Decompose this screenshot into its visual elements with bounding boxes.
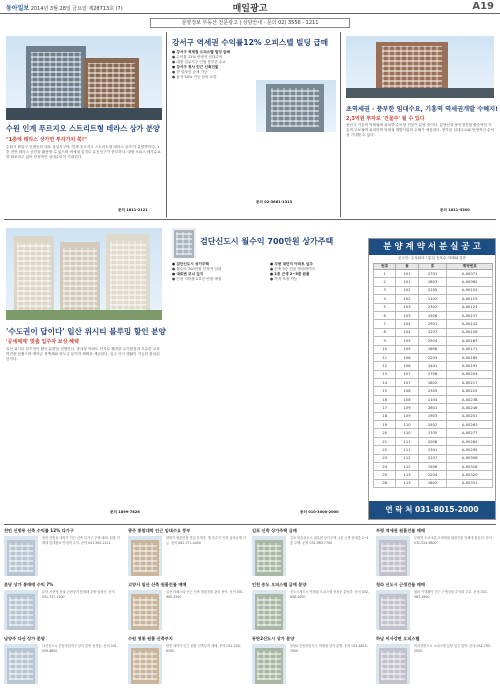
- listing-title: 동탄2신도시 상가 분양: [252, 636, 295, 641]
- table-cell: 8: [374, 328, 396, 336]
- table-cell: 1301: [418, 446, 447, 454]
- table-row: [374, 278, 493, 286]
- list-item: ● 주변 대단지 아파트 입주: [270, 262, 313, 266]
- column-header: 동: [396, 264, 418, 270]
- table-row: [374, 479, 493, 487]
- table-cell: 101: [396, 278, 418, 286]
- table-row: [374, 387, 493, 395]
- table-cell: 1: [374, 270, 396, 278]
- table-row: [374, 454, 493, 462]
- table-cell: 105: [396, 345, 418, 353]
- listing-text: 일산 라페스타 인근 신축 원룸건물 관리 용이. 문의 031-905-3200: [166, 590, 244, 599]
- listing-title: 고양시 일산 신축 원룸건물 매매: [128, 582, 187, 587]
- article-kicker: "1층에 테라스 상가면 투자가치 쑥!": [6, 137, 87, 143]
- list-item: ● 현 임차인 승계 가능: [172, 70, 208, 75]
- newspaper-name: 동아일보: [6, 5, 30, 12]
- building-photo: [172, 228, 196, 258]
- listing-text: 부평역 도보 5분 초역세권 원룸건물 전세대 풀옵션. 문의 032-524-6600: [414, 536, 492, 545]
- listing-title: 광주 통합대학 인근 임대수요 풍부: [128, 528, 191, 533]
- building-photo: [6, 36, 162, 120]
- table-row: [374, 353, 493, 361]
- table-cell: A-00115: [447, 295, 493, 303]
- table-cell: 1802: [418, 479, 447, 487]
- table-cell: 112: [396, 454, 418, 462]
- table-cell: 19: [374, 421, 396, 429]
- table-cell: A-00163: [447, 337, 493, 345]
- page-header: [0, 0, 500, 14]
- table-cell: 2504: [418, 337, 447, 345]
- article-title: 수원 인계 푸르지오 스트리트형 테라스 상가 분양: [6, 124, 160, 133]
- list-item: ● 융자 50% 가능 문의 요망: [172, 75, 217, 80]
- table-cell: A-00331: [447, 479, 493, 487]
- table-cell: 20: [374, 429, 396, 437]
- table-cell: 2901: [418, 320, 447, 328]
- table-cell: 104: [396, 328, 418, 336]
- table-cell: 109: [396, 412, 418, 420]
- listing-photo: [376, 644, 410, 684]
- list-item: ● 가격 조정 가능: [270, 277, 298, 282]
- table-cell: 22: [374, 446, 396, 454]
- table-cell: 3: [374, 286, 396, 294]
- table-cell: 109: [396, 404, 418, 412]
- table-cell: A-00295: [447, 446, 493, 454]
- table-row: [374, 446, 493, 454]
- table-cell: 1104: [418, 395, 447, 403]
- building-photo: [346, 36, 494, 98]
- table-cell: 1506: [418, 311, 447, 319]
- page-number: A19: [472, 1, 494, 12]
- table-cell: 2305: [418, 387, 447, 395]
- table-row: [374, 370, 493, 378]
- listing-text: 청라 커낼웨이 인근 근생건물 수익률 우수. 문의 032-563-1900: [414, 590, 488, 599]
- article-title: 강서구 역세권 수익률12% 오피스텔 빌딩 급매: [172, 38, 329, 47]
- table-cell: 1506: [418, 462, 447, 470]
- contact-phone: 문의 010-3000-2000: [300, 510, 339, 514]
- table-cell: 2701: [418, 270, 447, 278]
- table-row: [374, 412, 493, 420]
- table-cell: A-00082: [447, 278, 493, 286]
- table-cell: A-00171: [447, 345, 493, 353]
- listing-text: 송도국제도시 역세권 오피스텔 선착순 분양중. 문의 032-858-4000: [290, 590, 369, 599]
- feature-list: [172, 50, 252, 210]
- list-item: ● 1층 근생 2~5층 원룸: [270, 272, 310, 277]
- table-cell: 103: [396, 303, 418, 311]
- table-cell: A-00156: [447, 328, 493, 336]
- table-cell: 14: [374, 379, 396, 387]
- lost-contract-notice: [368, 238, 496, 520]
- listing-photo: [128, 590, 162, 630]
- table-cell: 1802: [418, 379, 447, 387]
- contact-phone: 문의 02-3661-1313: [256, 200, 293, 204]
- table-cell: 1705: [418, 429, 447, 437]
- list-item: ● 강서구 역세권 오피스텔 빌딩 급매: [172, 50, 230, 54]
- table-cell: A-00320: [447, 471, 493, 479]
- column-rule: [340, 32, 341, 217]
- table-row: [374, 345, 493, 353]
- contract-table: [373, 263, 493, 488]
- table-cell: 111: [396, 437, 418, 445]
- table-cell: 2: [374, 278, 396, 286]
- table-cell: 12: [374, 362, 396, 370]
- table-cell: 17: [374, 404, 396, 412]
- listing-photo: [252, 536, 286, 576]
- listing-title: 하남 미사강변 오피스텔: [376, 636, 420, 641]
- listing-text: 천안 신방동 대학가 인근 신축 다가구 주택 매매. 원룸 전세대 임대완료 안정적 수익. 문의 041-563-2211: [42, 536, 120, 545]
- section-title: 매일광고: [232, 4, 268, 14]
- list-item: ● 강서구 청사 인근 신축건물: [172, 65, 219, 70]
- column-rule: [166, 32, 167, 217]
- header-date: 2014년 3월 28일 금요일: [30, 6, 87, 12]
- table-cell: A-00318: [447, 462, 493, 470]
- listing-photo: [252, 644, 286, 684]
- table-cell: A-00103: [447, 286, 493, 294]
- article-kicker: '공세체계' 맞춤 입주자 보상 혜택: [6, 339, 79, 345]
- article-body: 일산 위시티 블루밍이 할인 분양을 진행한다. 중대형 아파트 단지로 쾌적한 주거환경과 우수한 교육여건을 갖췄으며 계약금 정액제와 중도금 무이자 혜택을 제공한다. 입주 즉시 생활이 가능한 완성된 단지다.: [6, 347, 160, 362]
- table-cell: 2302: [418, 303, 447, 311]
- section-rule: [4, 219, 496, 220]
- table-cell: 106: [396, 362, 418, 370]
- table-cell: 1803: [418, 278, 447, 286]
- table-cell: A-00225: [447, 387, 493, 395]
- listing-photo: [376, 536, 410, 576]
- contact-phone: 문의 1811-2121: [118, 208, 148, 212]
- table-cell: 23: [374, 454, 396, 462]
- article-title: 초역세권 · 풍부한 임대수요, 기흥역 역세권개발 수혜지!: [346, 106, 498, 113]
- table-cell: A-00277: [447, 429, 493, 437]
- listing-title: 천안 신방동 신축 수익률 12% 다가구: [4, 528, 74, 533]
- listing-title: 수원 영통 원룸 신축부지: [128, 636, 173, 641]
- article-title: 검단신도시 월수익 700만원 상가주택: [200, 237, 334, 246]
- table-row: [374, 429, 493, 437]
- table-row: [374, 270, 493, 278]
- listing-photo: [4, 590, 38, 630]
- table-row: [374, 471, 493, 479]
- table-cell: 110: [396, 429, 418, 437]
- table-cell: 102: [396, 286, 418, 294]
- listing-title: 분당 상가 통매매 수익 7%: [4, 582, 54, 587]
- table-cell: A-00306: [447, 454, 493, 462]
- listing-text: 영통 대학가 인근 원룸 신축부지 매매. 문의 031-204-6300: [166, 644, 241, 653]
- table-cell: 13: [374, 370, 396, 378]
- listing-text: 분당 서현역 상권 근린상가 통매매 우량 임차인. 문의 031-707-1500: [42, 590, 115, 599]
- table-cell: 2601: [418, 404, 447, 412]
- table-cell: 111: [396, 446, 418, 454]
- list-item: ● 월수익 700만원 안정적 임대: [172, 267, 222, 272]
- table-cell: 108: [396, 395, 418, 403]
- table-cell: A-00204: [447, 370, 493, 378]
- section-rule: [4, 524, 496, 525]
- table-cell: 6: [374, 311, 396, 319]
- list-item: ● 수익률 12% 안정적 임대수익: [172, 55, 223, 60]
- article-kicker: 2,3억원 투자로 '건물주' 될 수 있다: [346, 116, 425, 122]
- feature-list: [172, 262, 266, 512]
- table-cell: 10: [374, 345, 396, 353]
- ad-banner: 분양정보 부동산 전문광고 | 상담안내 · 문의 02) 3556 - 1211: [150, 18, 350, 28]
- listing-text: 김포 한강신도시 대로변 상가주택. 1층 근생 임대중 2~4층 주택. 문의 031-983-7700: [290, 536, 369, 545]
- table-cell: 101: [396, 270, 418, 278]
- listing-title: 인천 송도 오피스텔 급매 분양: [252, 582, 307, 587]
- table-cell: 21: [374, 437, 396, 445]
- list-item: ● 대형 업무지구 인접 풍부한 수요: [172, 60, 226, 65]
- table-cell: 108: [396, 387, 418, 395]
- table-cell: 16: [374, 395, 396, 403]
- table-cell: 1903: [418, 412, 447, 420]
- contact-phone: 문의 1899-7826: [110, 510, 140, 514]
- table-cell: 5: [374, 303, 396, 311]
- list-item: ● 대로변 코너 입지: [172, 272, 204, 277]
- table-row: [374, 362, 493, 370]
- notice-subtitle: 공고인: 주식회사 / 분실 동호수 아래와 같음: [397, 256, 467, 260]
- listing-photo: [4, 644, 38, 684]
- table-cell: 2203: [418, 353, 447, 361]
- table-cell: 104: [396, 320, 418, 328]
- table-cell: 2008: [418, 437, 447, 445]
- table-cell: A-00071: [447, 270, 493, 278]
- table-cell: 110: [396, 421, 418, 429]
- listing-photo: [4, 536, 38, 576]
- table-cell: A-00137: [447, 311, 493, 319]
- building-photo: [256, 80, 336, 132]
- table-cell: 18: [374, 412, 396, 420]
- table-cell: 112: [396, 462, 418, 470]
- table-cell: 2402: [418, 421, 447, 429]
- listing-photo: [128, 644, 162, 684]
- table-cell: 9: [374, 337, 396, 345]
- table-cell: 106: [396, 353, 418, 361]
- column-header: 계약번호: [447, 264, 493, 270]
- table-row: [374, 395, 493, 403]
- table-cell: 105: [396, 337, 418, 345]
- table-row: [374, 437, 493, 445]
- table-cell: 113: [396, 471, 418, 479]
- listing-text: 대학가 원룸건물 만실 운영중. 월 순수익 안정 융자승계 가능. 문의 062-371-4400: [166, 536, 246, 545]
- table-row: [374, 328, 493, 336]
- table-cell: 102: [396, 295, 418, 303]
- listing-text: 다산신도시 중심상업지구 상가 분양 선착순. 문의 031-559-8800: [42, 644, 118, 653]
- column-header: 번호: [374, 264, 396, 270]
- table-cell: 1207: [418, 328, 447, 336]
- table-cell: 113: [396, 479, 418, 487]
- notice-phone: 연 락 처 031-8015-2000: [369, 501, 495, 519]
- column-header: 호: [418, 264, 447, 270]
- feature-list: [270, 262, 364, 512]
- table-cell: 107: [396, 379, 418, 387]
- listing-title: 부평 역세권 원룸건물 매매: [376, 528, 425, 533]
- table-cell: A-00238: [447, 395, 493, 403]
- listing-title: 청라 신도시 근생건물 매매: [376, 582, 425, 587]
- table-cell: 2204: [418, 471, 447, 479]
- table-cell: 7: [374, 320, 396, 328]
- listing-text: 동탄2 중심상업지구 역세권 상가 분양. 문의 031-8015-7000: [290, 644, 368, 653]
- table-cell: 1608: [418, 345, 447, 353]
- table-cell: 1401: [418, 362, 447, 370]
- table-cell: 1102: [418, 295, 447, 303]
- contact-phone: 문의 1811-5500: [440, 208, 470, 212]
- listing-text: 미사강변도시 오피스텔 분양 입주 임박. 문의 031-793-2500: [414, 644, 491, 653]
- table-row: [374, 462, 493, 470]
- table-row: [374, 421, 493, 429]
- list-item: ● 신축 5층 건물 엘리베이터: [270, 267, 315, 272]
- table-row: [374, 379, 493, 387]
- table-row: [374, 337, 493, 345]
- table-cell: A-00185: [447, 353, 493, 361]
- table-cell: A-00251: [447, 412, 493, 420]
- listing-photo: [376, 590, 410, 630]
- list-item: ● 검단신도시 상가주택: [172, 262, 209, 266]
- table-cell: 2706: [418, 370, 447, 378]
- list-item: ● 인천 지하철 1호선 연장 예정: [172, 277, 222, 282]
- table-cell: 103: [396, 311, 418, 319]
- table-cell: A-00124: [447, 303, 493, 311]
- article-title: '수도권이 답이다' 일산 위시티 블루밍 할인 분양: [6, 327, 166, 336]
- table-cell: 24: [374, 462, 396, 470]
- table-row: [374, 286, 493, 294]
- table-cell: 2105: [418, 286, 447, 294]
- notice-title: 분 양 계 약 서 분 실 공 고: [369, 239, 495, 255]
- table-row: [374, 404, 493, 412]
- table-cell: A-00263: [447, 421, 493, 429]
- table-cell: 4: [374, 295, 396, 303]
- table-cell: 107: [396, 370, 418, 378]
- table-row: [374, 320, 493, 328]
- article-body: 수원시 팔달구 인계동의 대표 상업지구에 '인계 푸르지오 스트리트형 테라스 상가'가 분양중이다. 1층 전면 테라스 공간을 활용할 수 있으며 역세권 입지로 유동인구가 풍부하다. 대형 오피스 배후수요를 확보하고 있어 안정적인 임대수익이 기대된다.: [6, 145, 161, 160]
- listing-photo: [128, 536, 162, 576]
- table-cell: A-00217: [447, 379, 493, 387]
- table-cell: 15: [374, 387, 396, 395]
- table-cell: A-00284: [447, 437, 493, 445]
- article-body: 용인시 기흥역 역세권에 위치한 수익형 건물이 분양 중이다. 분당선과 용인경전철 환승역인 기흥역 도보권에 위치하며 역세권 개발사업의 수혜가 예상된다. 풍부한 임대수요와 안정적인 수익을 기대할 수 있다.: [346, 123, 494, 138]
- listing-title: 김포 신축 상가주택 급매: [252, 528, 297, 533]
- building-photo: [6, 228, 162, 320]
- table-cell: 11: [374, 353, 396, 361]
- listing-photo: [252, 590, 286, 630]
- table-cell: 26: [374, 479, 396, 487]
- table-row: [374, 295, 493, 303]
- table-row: [374, 303, 493, 311]
- table-cell: 2107: [418, 454, 447, 462]
- table-row: [374, 311, 493, 319]
- table-cell: A-00246: [447, 404, 493, 412]
- table-cell: A-00192: [447, 362, 493, 370]
- header-edition: 제28713호 (7): [88, 6, 123, 12]
- table-cell: A-00142: [447, 320, 493, 328]
- listing-title: 남양주 다산 상가 분양: [4, 636, 45, 641]
- table-cell: 25: [374, 471, 396, 479]
